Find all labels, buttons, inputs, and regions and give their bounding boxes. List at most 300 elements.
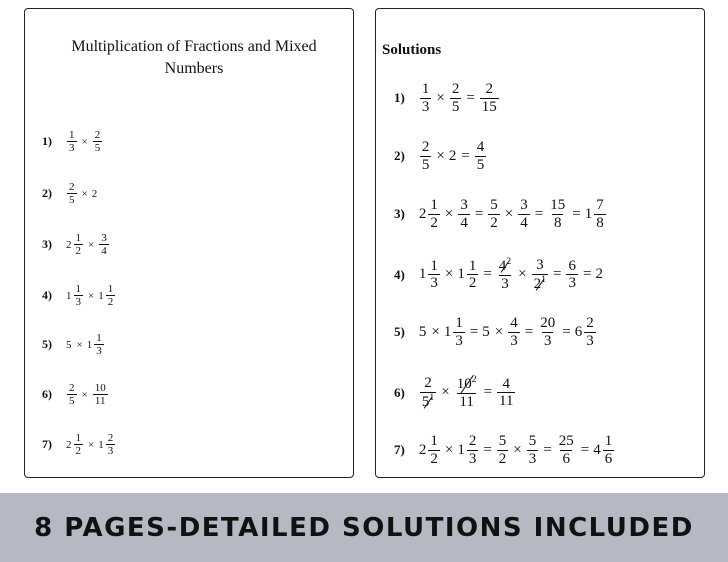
fraction: [67, 382, 77, 407]
worksheet-problem: [42, 332, 105, 357]
term: [419, 433, 441, 467]
denominator-value: 11: [459, 393, 474, 410]
term: [595, 266, 604, 283]
denominator: [93, 141, 103, 154]
fraction: [508, 315, 520, 349]
term: [98, 283, 116, 308]
fraction: [453, 315, 465, 349]
denominator-value: 6: [604, 450, 613, 467]
fraction: [420, 139, 432, 173]
denominator: [497, 450, 509, 468]
times-sign: ×: [494, 323, 504, 340]
whole-number: 2: [595, 266, 603, 282]
numerator-value: 20: [540, 315, 556, 331]
denominator: [94, 344, 104, 357]
solution-expression: [419, 139, 487, 173]
problem-expression: [66, 283, 116, 308]
denominator-value: 3: [468, 450, 477, 467]
numerator-value: 1: [430, 257, 438, 274]
term: [444, 315, 466, 349]
fraction: [94, 332, 104, 357]
numerator-value: 1: [107, 283, 114, 295]
numerator: [467, 258, 479, 275]
fraction: [594, 197, 606, 231]
term: [507, 315, 521, 349]
times-sign: ×: [518, 266, 527, 282]
fraction: [497, 433, 509, 467]
term: [419, 258, 441, 292]
term: [454, 375, 480, 410]
numerator: [74, 283, 84, 295]
term: [547, 197, 568, 231]
denominator: [106, 295, 116, 308]
denominator: [518, 214, 530, 232]
fraction: [106, 432, 116, 457]
problem-number: 3): [42, 237, 52, 252]
numerator: [455, 375, 479, 393]
denominator-value: 3: [96, 345, 102, 358]
denominator: [428, 214, 440, 232]
fraction: [450, 81, 462, 115]
times-sign: ×: [504, 205, 514, 222]
numerator-value: 2: [94, 129, 101, 141]
problem-expression: [66, 332, 105, 357]
numerator: [428, 197, 440, 214]
denominator: [532, 274, 548, 293]
numerator: [93, 382, 108, 394]
equals-sign: =: [582, 266, 592, 282]
solution-item: [394, 81, 500, 115]
denominator: [488, 214, 500, 232]
numerator: [497, 433, 509, 450]
problem-number: 4): [42, 288, 52, 303]
equals-sign: =: [461, 147, 470, 164]
problem-number: 6): [42, 387, 52, 402]
numerator-value: 3: [460, 197, 468, 213]
solution-expression: [419, 315, 597, 349]
denominator-value: 3: [421, 98, 430, 115]
term: [496, 376, 516, 410]
fraction: [67, 181, 77, 206]
denominator-value: 3: [107, 445, 114, 458]
fraction: [488, 197, 500, 231]
denominator: [527, 450, 539, 468]
denominator: [542, 332, 554, 350]
numerator-value: 6: [568, 257, 576, 274]
whole-number: 5: [482, 323, 490, 340]
whole-number: 5: [66, 338, 72, 351]
problem-expression: [66, 129, 103, 154]
whole-number: 1: [584, 205, 593, 222]
problem-number: 1): [42, 134, 52, 149]
times-sign: ×: [76, 338, 83, 351]
solution-number: 4): [394, 266, 405, 282]
problem-expression: [66, 432, 116, 457]
denominator-value: 5: [69, 395, 75, 408]
fraction: [566, 258, 578, 292]
numerator-value-cancel: 2: [471, 374, 477, 385]
numerator: [99, 232, 109, 244]
term: [482, 324, 491, 341]
whole-number: 2: [418, 205, 427, 222]
fraction: [475, 139, 487, 173]
solution-number: 7): [394, 442, 405, 457]
numerator-value: 7: [596, 197, 604, 213]
numerator-value: 3: [101, 232, 107, 244]
denominator-value: 5: [476, 156, 485, 173]
times-sign: ×: [81, 388, 88, 401]
equals-sign: =: [524, 323, 534, 340]
denominator: [560, 450, 572, 468]
term: [496, 257, 514, 292]
fraction: [74, 432, 84, 457]
denominator: [67, 193, 77, 206]
term: [565, 258, 579, 292]
denominator-value: 2: [107, 296, 114, 309]
denominator-value: 3: [586, 332, 594, 349]
numerator-value: 2: [107, 432, 114, 444]
worksheet-problem: [42, 432, 116, 457]
numerator: [106, 432, 116, 444]
fraction: [74, 283, 84, 308]
whole-number: 1: [457, 266, 465, 282]
numerator-value: 2: [69, 181, 75, 193]
whole-number: 2: [91, 187, 98, 200]
equals-sign: =: [474, 205, 484, 222]
numerator-value: 25: [558, 433, 574, 449]
denominator: [467, 450, 479, 468]
term: [526, 433, 540, 467]
times-sign: ×: [444, 205, 454, 222]
fraction: [557, 433, 576, 467]
numerator: [538, 315, 557, 332]
numerator-value-cancel: 2: [506, 256, 512, 267]
whole-number: 5: [418, 323, 427, 340]
worksheet-problem: [42, 283, 116, 308]
term: [66, 382, 78, 407]
numerator: [467, 433, 479, 450]
equals-sign: =: [466, 89, 475, 106]
numerator-value: 1: [604, 433, 613, 449]
denominator: [497, 392, 515, 410]
numerator-value: 1: [69, 129, 75, 141]
numerator-value: 2: [586, 315, 594, 331]
term: [517, 197, 531, 231]
numerator: [566, 258, 578, 275]
problem-number: 2): [42, 186, 52, 201]
numerator-value: $10^2$: [456, 374, 477, 392]
denominator-value: 11: [499, 393, 514, 409]
fraction: [527, 433, 539, 467]
term: [556, 433, 577, 467]
whole-number: 1: [98, 289, 104, 302]
term: [66, 181, 78, 206]
whole-number: 1: [86, 338, 93, 351]
problem-expression: [66, 181, 98, 206]
numerator-value: 15: [550, 197, 566, 213]
numerator-value: 4: [510, 315, 518, 331]
numerator: [534, 257, 546, 274]
times-sign: ×: [444, 441, 454, 458]
denominator: [453, 332, 465, 350]
numerator: [106, 283, 116, 295]
fraction: [584, 315, 596, 349]
problem-number: 5): [42, 337, 52, 352]
solution-expression: [419, 433, 615, 467]
numerator-value: 2: [69, 382, 75, 394]
term: [66, 432, 84, 457]
denominator-value: 5: [421, 156, 430, 173]
worksheet-problem: [42, 382, 109, 407]
term: [537, 315, 558, 349]
solution-number: 3): [394, 206, 405, 221]
denominator-value: 2: [430, 214, 438, 231]
worksheet-problem: [42, 232, 110, 257]
fraction: [428, 197, 440, 231]
numerator: [497, 257, 513, 275]
fraction: [106, 283, 116, 308]
numerator-value: 5: [490, 197, 498, 213]
denominator-value: 5: [69, 194, 75, 207]
fraction: [497, 376, 515, 410]
term: [92, 129, 104, 154]
denominator-value: 4: [101, 245, 107, 258]
numerator-value: 1: [455, 315, 463, 331]
worksheet-title: Multiplication of Fractions and Mixed Numbers: [71, 38, 317, 77]
whole-number: 2: [418, 441, 427, 458]
term: [531, 257, 549, 292]
numerator: [594, 197, 606, 214]
numerator-value: 1: [430, 197, 438, 213]
term: [474, 139, 488, 173]
numerator-value: 5: [498, 433, 507, 449]
fraction: [480, 81, 499, 115]
solution-item: [394, 257, 604, 292]
whole-number: 2: [66, 238, 72, 251]
fraction: [467, 258, 479, 292]
times-sign: ×: [436, 89, 445, 106]
numerator: [527, 433, 539, 450]
numerator: [484, 81, 496, 98]
fraction: [532, 257, 548, 292]
solutions-title: Solutions: [382, 42, 442, 58]
denominator: [566, 274, 578, 292]
term: [92, 188, 99, 200]
fraction: [93, 129, 103, 154]
term: [419, 324, 428, 341]
whole-number: 1: [457, 441, 465, 458]
times-sign: ×: [88, 289, 95, 302]
numerator: [501, 376, 513, 393]
banner-text: 8 PAGES-DETAILED SOLUTIONS INCLUDED: [34, 512, 694, 543]
fraction: [458, 197, 470, 231]
denominator-value: $2^1$: [533, 273, 546, 292]
whole-number: 6: [574, 323, 583, 340]
term: [585, 197, 607, 231]
equals-sign: =: [543, 441, 552, 458]
fraction: [74, 232, 84, 257]
term: [66, 283, 84, 308]
denominator: [467, 274, 479, 292]
denominator-value: 3: [543, 332, 552, 349]
numerator: [450, 81, 462, 98]
denominator-value: 2: [468, 275, 477, 291]
term: [92, 382, 109, 407]
denominator: [594, 214, 606, 232]
numerator: [428, 258, 440, 275]
denominator: [584, 332, 596, 350]
numerator-value: 1: [421, 81, 430, 97]
term: [419, 197, 441, 231]
numerator: [508, 315, 520, 332]
numerator: [67, 181, 77, 193]
denominator: [499, 275, 511, 293]
term: [449, 148, 458, 165]
fraction: [420, 375, 436, 410]
term: [449, 81, 463, 115]
equals-sign: =: [580, 441, 590, 458]
term: [457, 197, 471, 231]
denominator-value: 3: [510, 332, 518, 349]
numerator-value: 4: [502, 375, 510, 392]
term: [66, 232, 84, 257]
equals-sign: =: [483, 384, 493, 400]
numerator-value: 1: [75, 283, 81, 295]
numerator: [67, 382, 77, 394]
equals-sign: =: [469, 323, 479, 340]
term: [419, 375, 437, 410]
denominator: [450, 98, 462, 116]
term: [419, 139, 433, 173]
numerator: [518, 197, 530, 214]
term: [66, 129, 78, 154]
term: [457, 258, 479, 292]
equals-sign: =: [483, 441, 492, 458]
denominator: [106, 444, 116, 457]
numerator-value: 2: [421, 139, 430, 155]
term: [496, 433, 510, 467]
denominator: [480, 98, 499, 116]
numerator-value: 1: [430, 433, 438, 449]
solution-item: [394, 197, 607, 231]
times-sign: ×: [88, 238, 95, 251]
fraction: [428, 433, 440, 467]
fraction: [420, 81, 432, 115]
numerator-value: 2: [468, 433, 477, 449]
solution-number: 1): [394, 90, 405, 105]
denominator: [74, 444, 84, 457]
term: [419, 81, 433, 115]
numerator: [488, 197, 500, 214]
problem-expression: [66, 232, 110, 257]
numerator-value: 10: [94, 382, 106, 394]
term: [479, 81, 500, 115]
denominator: [74, 244, 84, 257]
numerator: [557, 433, 576, 450]
denominator-value: 2: [490, 214, 498, 231]
times-sign: ×: [431, 323, 440, 340]
times-sign: ×: [81, 135, 88, 148]
term: [457, 433, 479, 467]
denominator-value: 6: [562, 450, 570, 467]
numerator-value: 1: [96, 332, 102, 344]
denominator: [74, 295, 84, 308]
denominator: [93, 394, 108, 407]
fraction: [99, 232, 109, 257]
denominator: [99, 244, 109, 257]
denominator: [428, 274, 440, 292]
solution-item: [394, 139, 487, 173]
numerator: [420, 139, 432, 156]
promo-banner: [0, 493, 728, 562]
denominator-value: 3: [568, 275, 576, 291]
numerator-value: 3: [536, 257, 544, 273]
denominator-value-cancel: 1: [541, 273, 546, 285]
denominator: [603, 450, 615, 468]
denominator: [552, 214, 564, 232]
term: [575, 315, 597, 349]
equals-sign: =: [534, 205, 544, 222]
numerator: [74, 432, 84, 444]
problem-expression: [66, 382, 109, 407]
numerator: [93, 129, 103, 141]
denominator: [457, 393, 475, 411]
denominator: [67, 141, 77, 154]
fraction: [548, 197, 567, 231]
numerator: [453, 315, 465, 332]
denominator-value: 3: [528, 450, 537, 467]
times-sign: ×: [88, 438, 95, 451]
whole-number: 4: [593, 441, 601, 458]
denominator-value: 3: [501, 275, 509, 292]
numerator-value: 3: [520, 197, 528, 213]
denominator-value: 3: [430, 275, 438, 291]
denominator-value: $5^1$: [421, 391, 435, 410]
numerator-value: 5: [528, 433, 537, 449]
numerator: [428, 433, 440, 450]
equals-sign: =: [553, 266, 562, 282]
numerator: [422, 375, 434, 392]
term: [66, 339, 73, 351]
denominator: [420, 98, 432, 116]
solution-item: [394, 315, 597, 349]
term: [98, 432, 116, 457]
numerator-value: 1: [468, 257, 477, 274]
solution-expression: [419, 197, 607, 231]
whole-number: 1: [66, 289, 72, 302]
term: [98, 232, 110, 257]
times-sign: ×: [444, 266, 454, 282]
term: [593, 433, 615, 467]
numerator: [67, 129, 77, 141]
denominator-value: 2: [75, 245, 81, 258]
numerator: [74, 232, 84, 244]
numerator: [584, 315, 596, 332]
denominator: [428, 450, 440, 468]
numerator-value: 4: [476, 139, 485, 155]
worksheet-page: [24, 8, 354, 478]
numerator-value: 2: [451, 81, 460, 97]
worksheet-problem: [42, 181, 98, 206]
denominator-value-cancel: 1: [429, 391, 435, 403]
solution-expression: [419, 81, 500, 115]
denominator-value: 2: [430, 450, 438, 467]
solution-item: [394, 433, 615, 467]
worksheet-problem: [42, 129, 103, 154]
numerator: [94, 332, 104, 344]
whole-number: 1: [418, 266, 427, 282]
denominator: [508, 332, 520, 350]
